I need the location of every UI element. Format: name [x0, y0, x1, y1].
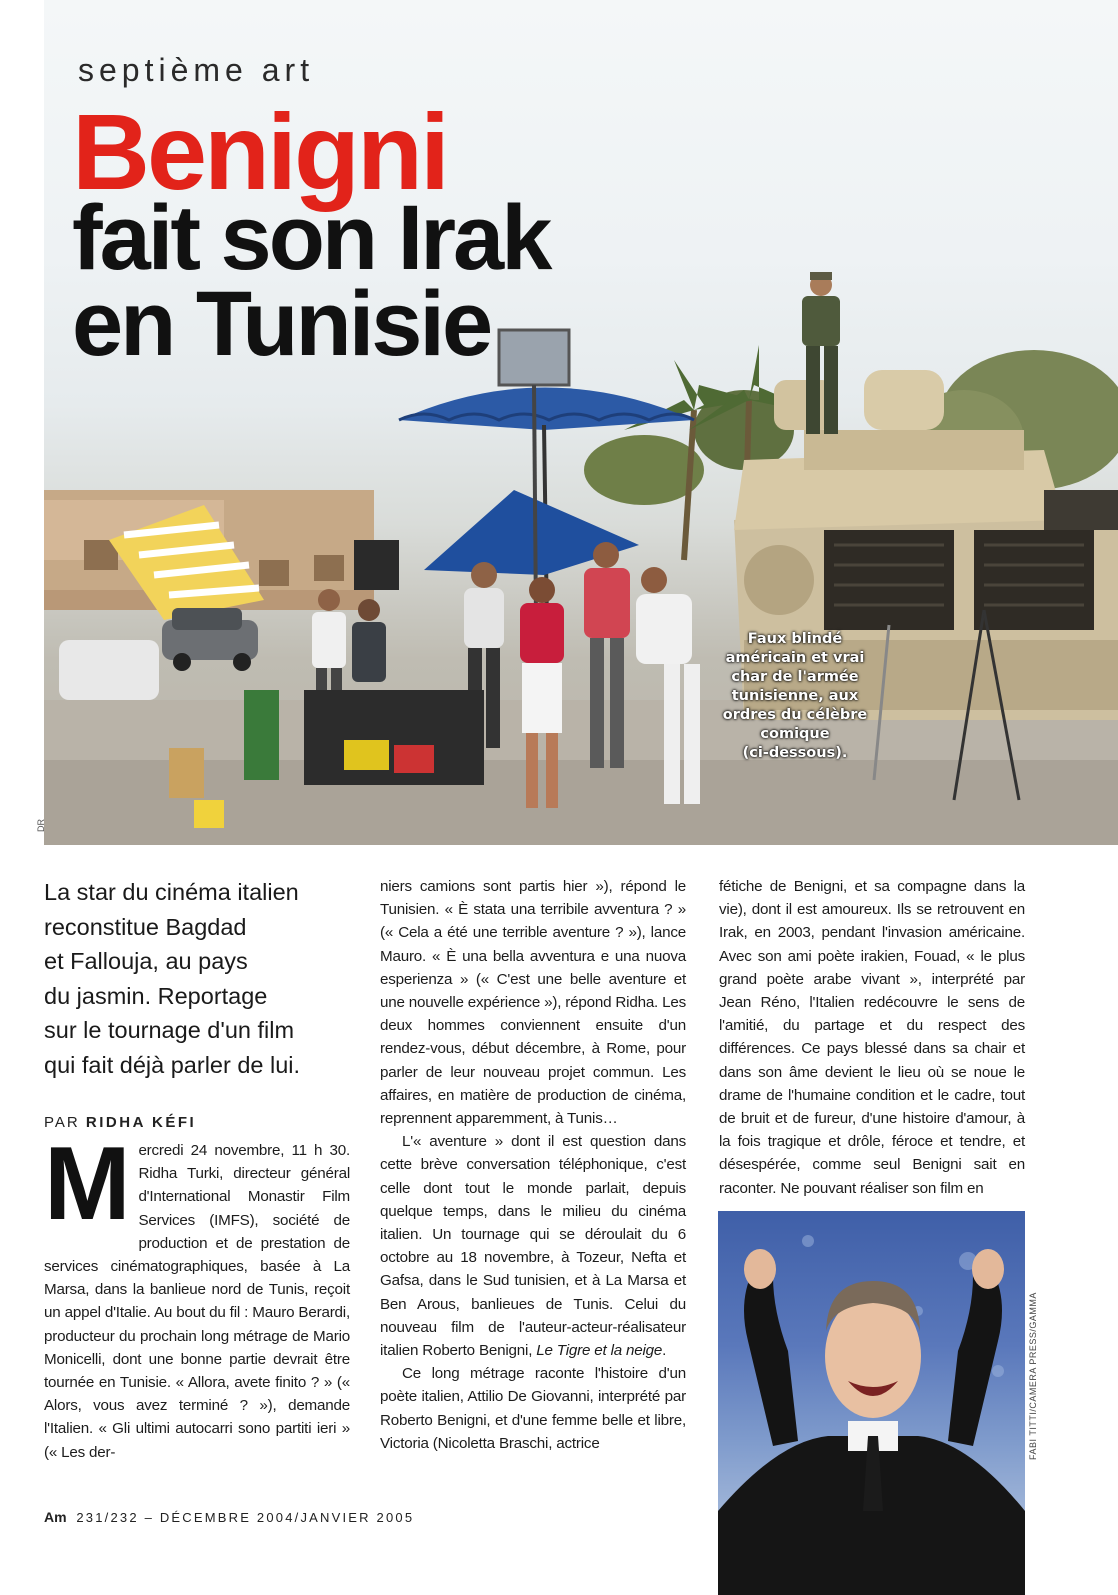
article-body-col1	[44, 1126, 350, 1464]
caption-line: tunisienne, aux	[731, 688, 859, 704]
byline	[44, 1114, 350, 1131]
standfirst-line: reconstitue Bagdad	[44, 913, 247, 940]
hero-photo	[44, 0, 1118, 845]
headline-line-2: fait son Irak	[72, 187, 550, 289]
standfirst	[44, 875, 350, 1082]
paragraph-text: L'« aventure » dont il est question dans cette brève conversation téléphonique, c'est celle dont tout le monde parlait, depuis quelque temps, dans le milieu du cinéma italien. Un tournage qui se déroulait du 6 octobre au 18 novembre, à Tozeur, Nefta et Gafsa, dans le Sud tunisien, et à La Marsa et Ben Arous, banlieues de Tunis. Celui du nouveau film de l'auteur-acteur-réalisateur italien Roberto Benigni,	[380, 1133, 686, 1360]
caption-line: (ci-dessous).	[742, 745, 848, 761]
column-1	[44, 875, 350, 1464]
section-kicker: septième art	[78, 52, 315, 88]
paragraph: Ce long métrage raconte l'histoire d'un poète italien, Attilio De Giovanni, interprété par Roberto Benigni, et d'une femme belle et libre, Victoria (Nicoletta Braschi, actrice	[380, 1365, 686, 1452]
paragraph: fétiche de Benigni, et sa compagne dans la vie), dont il est amoureux. Ils se retrouvent en Irak, en 2003, pendant l'invasion américaine. Avec son ami poète irakien, Fouad, « le plus grand poète arabe vivant », interprété par Jean Réno, l'Italien redécouvre le sens de l'amitié, du partage et du respect des différences. Ce pays blessé dans sa chair et dans son âme devient le lieu où se noue le drame de l'humaine condition et le cadre, tout de bruit et de fureur, d'une histoire d'amour, à la fois tragique et drôle, féroce et tendre, et désespérée, comme seul Benigni sait en raconter. Ne pouvant réaliser son film en	[719, 878, 1025, 1197]
portrait-credit: FABI TITTI/CAMERA PRESS/GAMMA	[1028, 1292, 1038, 1460]
caption-line: comique	[760, 726, 830, 742]
standfirst-line: sur le tournage d'un film	[44, 1017, 295, 1043]
column-3	[719, 875, 1025, 1200]
byline-author: RIDHA KÉFI	[85, 1114, 197, 1131]
hero-caption	[710, 630, 880, 763]
magazine-logo: Am	[44, 1509, 67, 1525]
paragraph: niers camions sont partis hier »), répond le Tunisien. « È stata una terribile avventura ? » (« Cela a été une terrible aventure ? »), lance Mauro. « È una bella avventura e una nuova esperienza » (« C'est une belle aventure et une nouvelle expérience »), répond Ridha. Les deux hommes conviennent ensuite d'un rendez-vous, début décembre, à Rome, pour parler de leur nouveau projet commun. Les affaires, en matière de production de cinéma, reprennent apparemment, à Tunis…	[380, 878, 686, 1128]
column-2	[380, 875, 686, 1455]
page-footer	[44, 1509, 414, 1525]
portrait-illustration	[718, 1211, 1025, 1595]
drop-cap: M	[44, 1126, 131, 1242]
benigni-portrait	[718, 1211, 1025, 1595]
paragraph-end: .	[662, 1342, 667, 1360]
caption-line: char de l'armée	[731, 669, 859, 685]
article-body-col2	[380, 875, 686, 1455]
caption-line: américain et vrai	[725, 650, 865, 666]
parked-car	[162, 608, 258, 671]
caption-line: Faux blindé	[747, 631, 843, 647]
byline-prefix: PAR	[44, 1114, 80, 1131]
headline-name: Benigni	[72, 91, 447, 212]
issue-info: 231/232 – DÉCEMBRE 2004/JANVIER 2005	[76, 1510, 415, 1525]
paragraph	[380, 1130, 686, 1362]
caption-line: ordres du célèbre	[722, 707, 868, 723]
standfirst-line: La star du cinéma italien	[44, 879, 299, 905]
article-body-col3	[719, 875, 1025, 1200]
film-title: Le Tigre et la neige	[536, 1342, 663, 1360]
photo-credit: DR	[36, 819, 46, 832]
standfirst-line: et Fallouja, au pays	[44, 948, 248, 974]
standfirst-line: qui fait déjà parler de lui.	[44, 1051, 301, 1078]
standfirst-line: du jasmin. Reportage	[44, 982, 268, 1009]
headline-line-3: en Tunisie	[72, 273, 491, 375]
paragraph: ercredi 24 novembre, 11 h 30. Ridha Turki, directeur général d'International Monastir Film Services (IMFS), société de production et de prestation de services cinématographiques, basée à La Marsa, dans la banlieue nord de Tunis, reçoit un appel d'Italie. Au bout du fil : Mauro Berardi, producteur du prochain long métrage de Mario Monicelli, dont une bonne partie devrait être tournée en Tunisie. « Allora, avete finito ? » (« Alors, vous avez terminé ? »), demande l'Italien. « Gli ultimi autocarri sono partiti ieri » (« Les der-	[44, 1142, 350, 1461]
light-stand	[499, 330, 569, 620]
